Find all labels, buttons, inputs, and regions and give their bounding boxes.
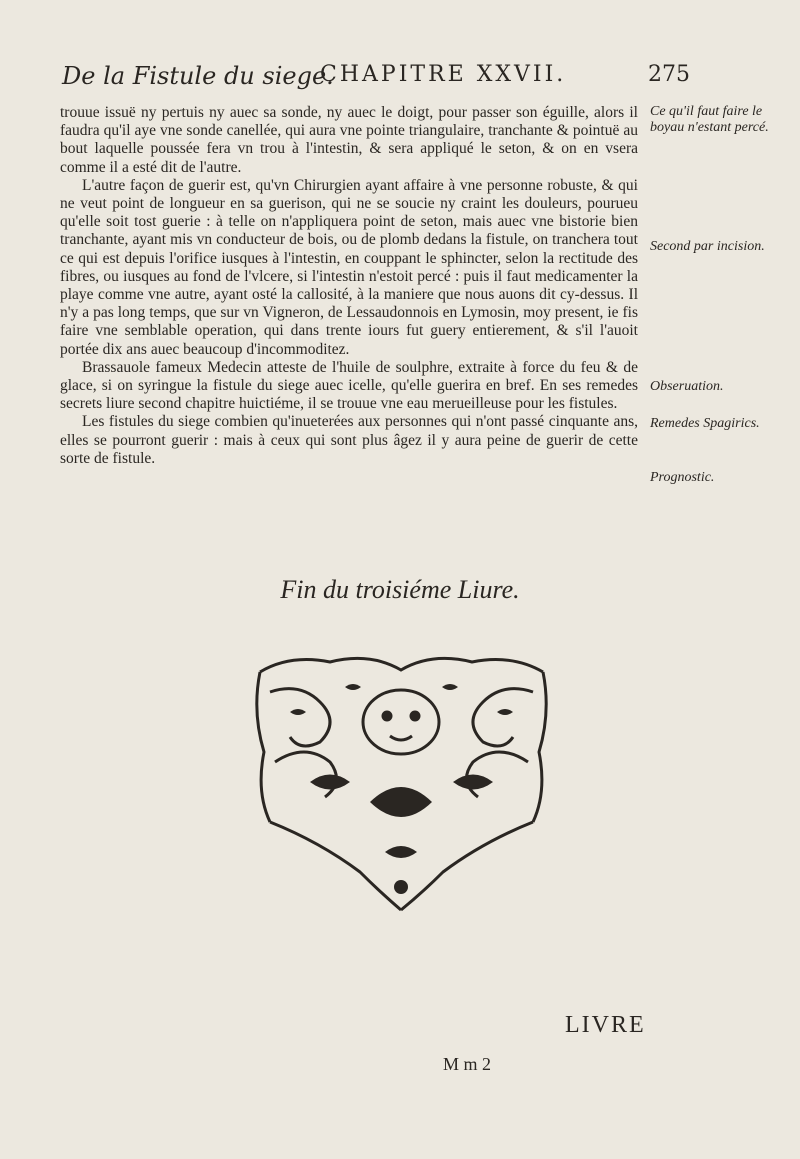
- margin-note-remedes: Remedes Spagirics.: [650, 416, 760, 431]
- woodcut-tailpiece: [250, 652, 553, 914]
- catchword: LIVRE: [565, 1012, 646, 1038]
- paragraph-4: Les fistules du siege combien qu'inueterées aux personnes qui n'ont passé cinquante ans, elles se pourront guerir : mais à ceux qui sont plus âgez il y aura peine de guerir de cette sorte de fistule.: [60, 413, 638, 467]
- end-of-book-line: Fin du troisiéme Liure.: [280, 575, 520, 604]
- signature-mark: M m 2: [443, 1054, 492, 1074]
- paragraph-1: trouue issuë ny pertuis ny auec sa sonde, ny auec le doigt, pour passer son éguille, alors il faudra qu'il aye vne sonde canellée, qui aura vne pointe triangulaire, tranchante & pointuë au bout laquelle poussée fera vn trou à l'intestin, & sera appliqué le seton, & on en vsera comme il a esté dit de l'autre.: [60, 104, 638, 176]
- paragraph-3: Brassauole fameux Medecin atteste de l'huile de soulphre, extraite à force du feu & de glace, si on syringue la fistule du siege auec icelle, qu'elle guerira en bref. En ses remedes secrets liure second chapitre huictiéme, il se trouue vne eau merueilleuse pour les fistules.: [60, 358, 638, 413]
- page-number: 275: [648, 62, 690, 87]
- margin-note-observation: Obseruation.: [650, 379, 724, 394]
- main-text: [60, 104, 638, 468]
- chapter-heading: CHAPITRE XXVII.: [320, 62, 567, 87]
- margin-note-boyau: Ce qu'il faut faire le boyau n'estant percé.: [650, 104, 769, 135]
- running-header: [62, 60, 690, 94]
- running-title: De la Fistule du siege.: [62, 62, 334, 90]
- margin-note-prognostic: Prognostic.: [650, 470, 715, 485]
- paragraph-2: L'autre façon de guerir est, qu'vn Chirurgien ayant affaire à vne personne robuste, & qui ne veut point de longueur en sa guerison, qui ne se soucie ny craint les douleurs, pourueu qu'elle soit tost guerie : à telle on n'appliquera point de seton, mais auec vne bistorie bien tranchante, ayant mis vn conducteur de bois, ou de plomb dedans la fistule, on tranchera tout ce qui est depuis l'orifice iusques à l'intestin, en couppant le sphincter, selon la rectitude des fibres, ou iusques au fond de l'vlcere, si l'intestin n'estoit percé : puis il faut medicamenter la playe comme vne autre, ayant osté la callosité, à la maniere que nous auons dit cy-dessus. Il n'y a pas long temps, que sur vn Vigneron, de Lessaudonnois en Lymosin, moy present, ie fis faire vne semblable operation, qui dans trente iours fut guery entierement, & s'il l'auoit portée dix ans auec beaucoup d'incommoditez.: [60, 176, 638, 358]
- margin-note-incision: Second par incision.: [650, 239, 765, 254]
